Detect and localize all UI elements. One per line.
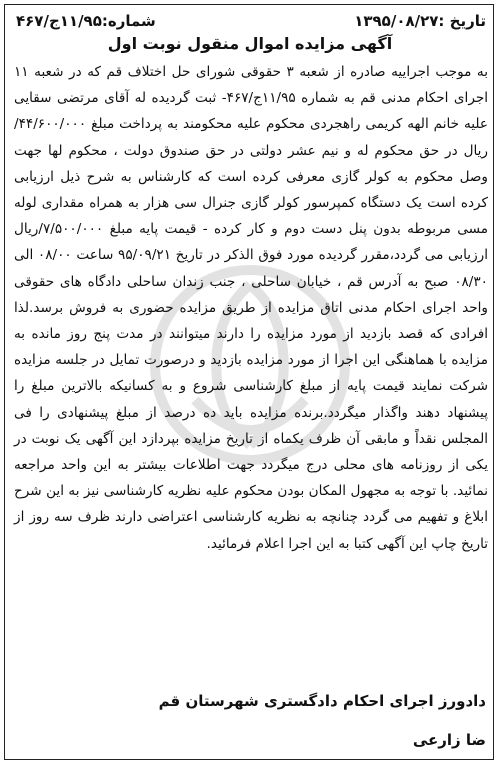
- notice-date: تاریخ :۱۳۹۵/۰۸/۲۷: [354, 12, 486, 30]
- notice-number: شماره:۱۱/۹۵ج/۴۶۷: [16, 12, 156, 30]
- notice-header: [16, 12, 486, 30]
- notice-title: آگهی مزایده اموال منقول نوبت اول: [107, 34, 393, 53]
- signature-office: دادورز اجرای احکام دادگستری شهرستان قم: [158, 692, 486, 710]
- notice-body: به موجب اجراییه صادره از شعبه ۳ حقوقی شورای حل اختلاف قم که در شعبه ۱۱ اجرای احکام مدنی قم به شماره ۱۱/۹۵ج/۴۶۷- ثبت گردیده له آقای مرتضی سقایی علیه خانم الهه کریمی راهجردی محکوم علیه محکومند به پرداخت مبلغ ۴۴/۶۰۰/۰۰۰/ریال در حق محکوم له و نیم عشر دولتی در حق صندوق دولت ، محکوم لها جهت وصل محکوم به کولر گازی معرفی کرده است که کارشناس به شرح ذیل ارزیابی کرده است یک دستگاه کمپرسور کولر گازی جنرال سی هزار به همراه مقداری لوله مسی مربوطه بدون پنل دست دوم و کار کرده - قیمت پایه مبلغ ۷/۵۰۰/۰۰۰/ریال ارزیابی می گردد،مقرر گردیده مورد فوق الذکر در تاریخ ۹۵/۰۹/۲۱ ساعت ۰۸/۰۰ الی ۰۸/۳۰ صبح به آدرس قم ، خیابان ساحلی ، جنب زندان ساحلی دادگاه های حقوقی واحد اجرای احکام مدنی اتاق مزایده از طریق مزایده حضوری به فروش برسد.لذا افرادی که قصد بازدید از مورد مزایده را دارند میتوانند در مدت پنج روز مانده به مزایده با هماهنگی این اجرا از مورد مزایده بازدید و درصورت تمایل در جلسه مزایده شرکت نمایند قیمت پایه از مبلغ کارشناسی شروع و به کسانیکه بالاترین مبلغ را پیشنهاد دهند واگذار میگردد.برنده مزایده باید ده درصد از مبلغ پیشنهادی را فی المجلس نقداً و مابقی آن ظرف یکماه از تاریخ مزایده بپردازد این آگهی یک نوبت در یکی از روزنامه های محلی درج میگردد جهت اطلاعات بیشتر به این واحد مراجعه نمائید. با توجه به مجهول المکان بودن محکوم علیه نظریه کارشناسی نیز به این شرح ابلاغ و تفهیم می گردد چنانچه به نظریه کارشناسی اعتراضی دارند ظرف سه روز از تاریخ چاپ این آگهی کتبا به این اجرا اعلام فرمائید.: [14, 64, 489, 552]
- signature-name: ضا زارعی: [412, 731, 486, 749]
